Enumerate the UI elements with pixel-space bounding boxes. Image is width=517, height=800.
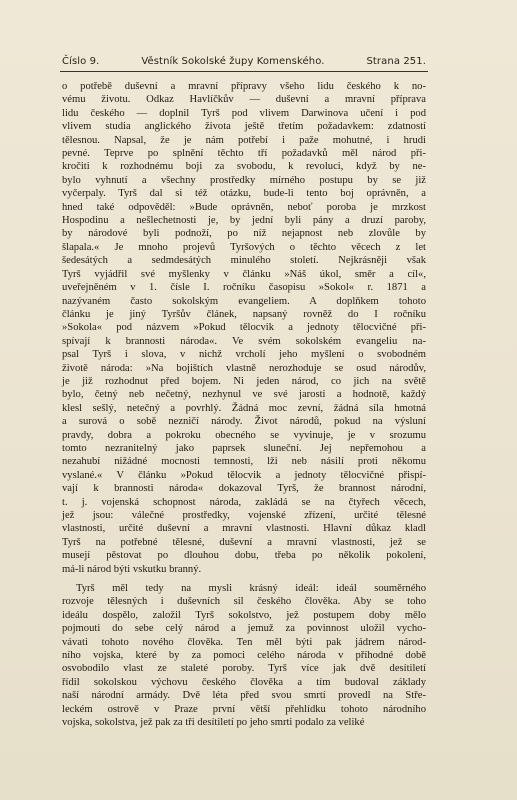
text-line: t. j. vojenská schopnost národa, zakládá se na čtyřech věcech, [62,496,426,508]
text-line: má-li národ býti vskutku branný. [62,563,202,575]
text-line: Tyrš na potřebné tělesné, duševní a mravní vlastnosti, jež se [62,536,426,548]
text-line: by národové byli podnoží, po níž nejapnost neb zlovůle by [62,228,426,240]
text-line: vlastnosti, určité duševní a mravní vlastnosti. Hlavní důkaz kladl [62,523,426,535]
text-line: vyslané.« V článku »Pokud tělocvik a jednoty tělocvičné přispí- [62,469,426,481]
text-line: tělesnou. Napsal, že je nám potřebí i paže mohutné, i hrudi [62,134,426,146]
text-line: životě národa: »Na bojištích vlastně nerozhoduje se osud národův, [62,362,426,374]
text-line: vyčerpaly. Tyrš dal si též otázku, bude-li tento boj oprávněn, a [62,188,426,200]
text-line: bylo, četný neb nečetný, nezhynul ve své jarosti a hodnotě, každý [62,389,426,401]
text-line: vávati tohoto nového člověka. Ten měl býti pak jádrem národ- [62,636,426,648]
text-line: uveřejněném v 1. čísle I. ročníku časopisu »Sokol« r. 1871 a [62,282,426,294]
text-line: spívají k brannosti národa«. Ve svém sokolském evangeliu na- [62,335,426,347]
text-line: Tyrš vyjádřil své myšlenky v článku »Náš úkol, směr a cíl«, [62,268,426,280]
text-line: osvobodilo vlast ze staleté poroby. Tyrš více jak dvě desítiletí [62,663,426,675]
text-line: vojska, sokolstva, jež pak za tři desítiletí po jeho smrti podalo za veliké [62,717,365,729]
text-line: nazývaném často sokolským evangeliem. A doplňkem tohoto [62,295,426,307]
text-line: psal Tyrš i slova, v nichž vrcholí jeho myšlení o svobodném [62,349,426,361]
text-line: vají k brannosti národa« dokazoval Tyrš, že brannost národní, [62,483,426,495]
text-line: Tyrš měl tedy na mysli krásný ideál: ideál souměrného [76,583,426,595]
text-line: pevné. Teprve po splnění těchto tří požadavků měl národ při- [62,148,426,160]
text-line: ního vojska, které by za pomoci celého národa v příhodné době [62,650,426,662]
text-line: řídil sokolskou výchovu českého člověka a tím budoval základy [62,676,426,688]
journal-title: Věstník Sokolské župy Komenského. [141,56,325,67]
article-body [62,80,426,730]
text-line: pravdy, dobra a pokroku obecného se vyvinuje, je v srozumu [62,429,426,441]
text-line: tomto nezranitelný jako paprsek sluneční. Jej nepřemohou a [62,442,426,454]
issue-number: Číslo 9. [62,56,100,67]
page-header [62,56,426,67]
text-line: musejí pěstovat po dlouhou dobu, třeba po několik pokolení, [62,550,426,562]
text-line: je již rozhodnut před bojem. Ni jeden národ, co jich na světě [62,375,426,387]
text-line: naší národní armády. Dvě léta před svou smrtí provedl na Stře- [62,690,426,702]
text-line: o potřebě duševní a mravní přípravy všeho lidu českého k no- [62,81,426,92]
text-line: »Sokola« pod názvem »Pokud tělocvik a jednoty tělocvičné při- [62,322,426,334]
text-line: pojmouti do sebe celý národ a jemuž za povinnost uložil vycho- [62,623,426,635]
text-line: článku je jiný Tyršův článek, napsaný rovněž do I ročníku [62,308,426,320]
text-line: leckém ostrově v Praze první větší přehlídku tohoto národního [62,703,426,715]
text-line: jež jsou: válečné prostředky, vojenské zřízení, určité tělesné [62,510,426,521]
text-line: a surová o sobě nezničí národy. Život národů, pokud na výsluní [62,416,426,428]
paragraph [62,80,426,576]
text-line: bylo vyhnutí a všechny prostředky mírného postupu by se již [62,174,426,186]
text-line: hned také odpověděl: »Bude oprávněn, neboť poroba je mrzkost [62,201,426,213]
text-line: rozvoje tělesných i duševních sil českého člověka. Aby se toho [62,596,426,608]
text-line: nezahubí nižádné mocnosti temnosti, lži neb násilí proti někomu [62,456,426,468]
text-line: lidu českého — doplnil Tyrš pod vlivem Darwinova učení i pod [62,107,426,119]
text-line: šlapala.« Je mnoho projevů Tyršových o těchto věcech z let [62,241,426,253]
paragraph [62,582,426,729]
header-rule [60,71,428,72]
page-number: Strana 251. [366,56,426,67]
text-line: ideálu dospělo, založil Tyrš sokolstvo, jež postupem doby mělo [62,609,426,621]
text-line: kročiti k rozhodnému boji za svobodu, k revoluci, když by ne- [62,161,426,173]
text-line: šedesátých a sedmdesátých minulého století. Nejkrásněji však [62,255,426,267]
text-line: vlivem studia anglického života ještě třetím požadavkem: zdatností [62,121,426,133]
text-line: Hospodinu a nešlechetnosti je, by jední byli pány a druzí paroby, [62,215,426,227]
text-line: vému životu. Odkaz Havlíčkův — duševní a mravní příprava [62,94,426,106]
text-line: klesl sešlý, netečný a povrhlý. Žádná moc zevní, žádná síla hmotná [62,402,426,414]
